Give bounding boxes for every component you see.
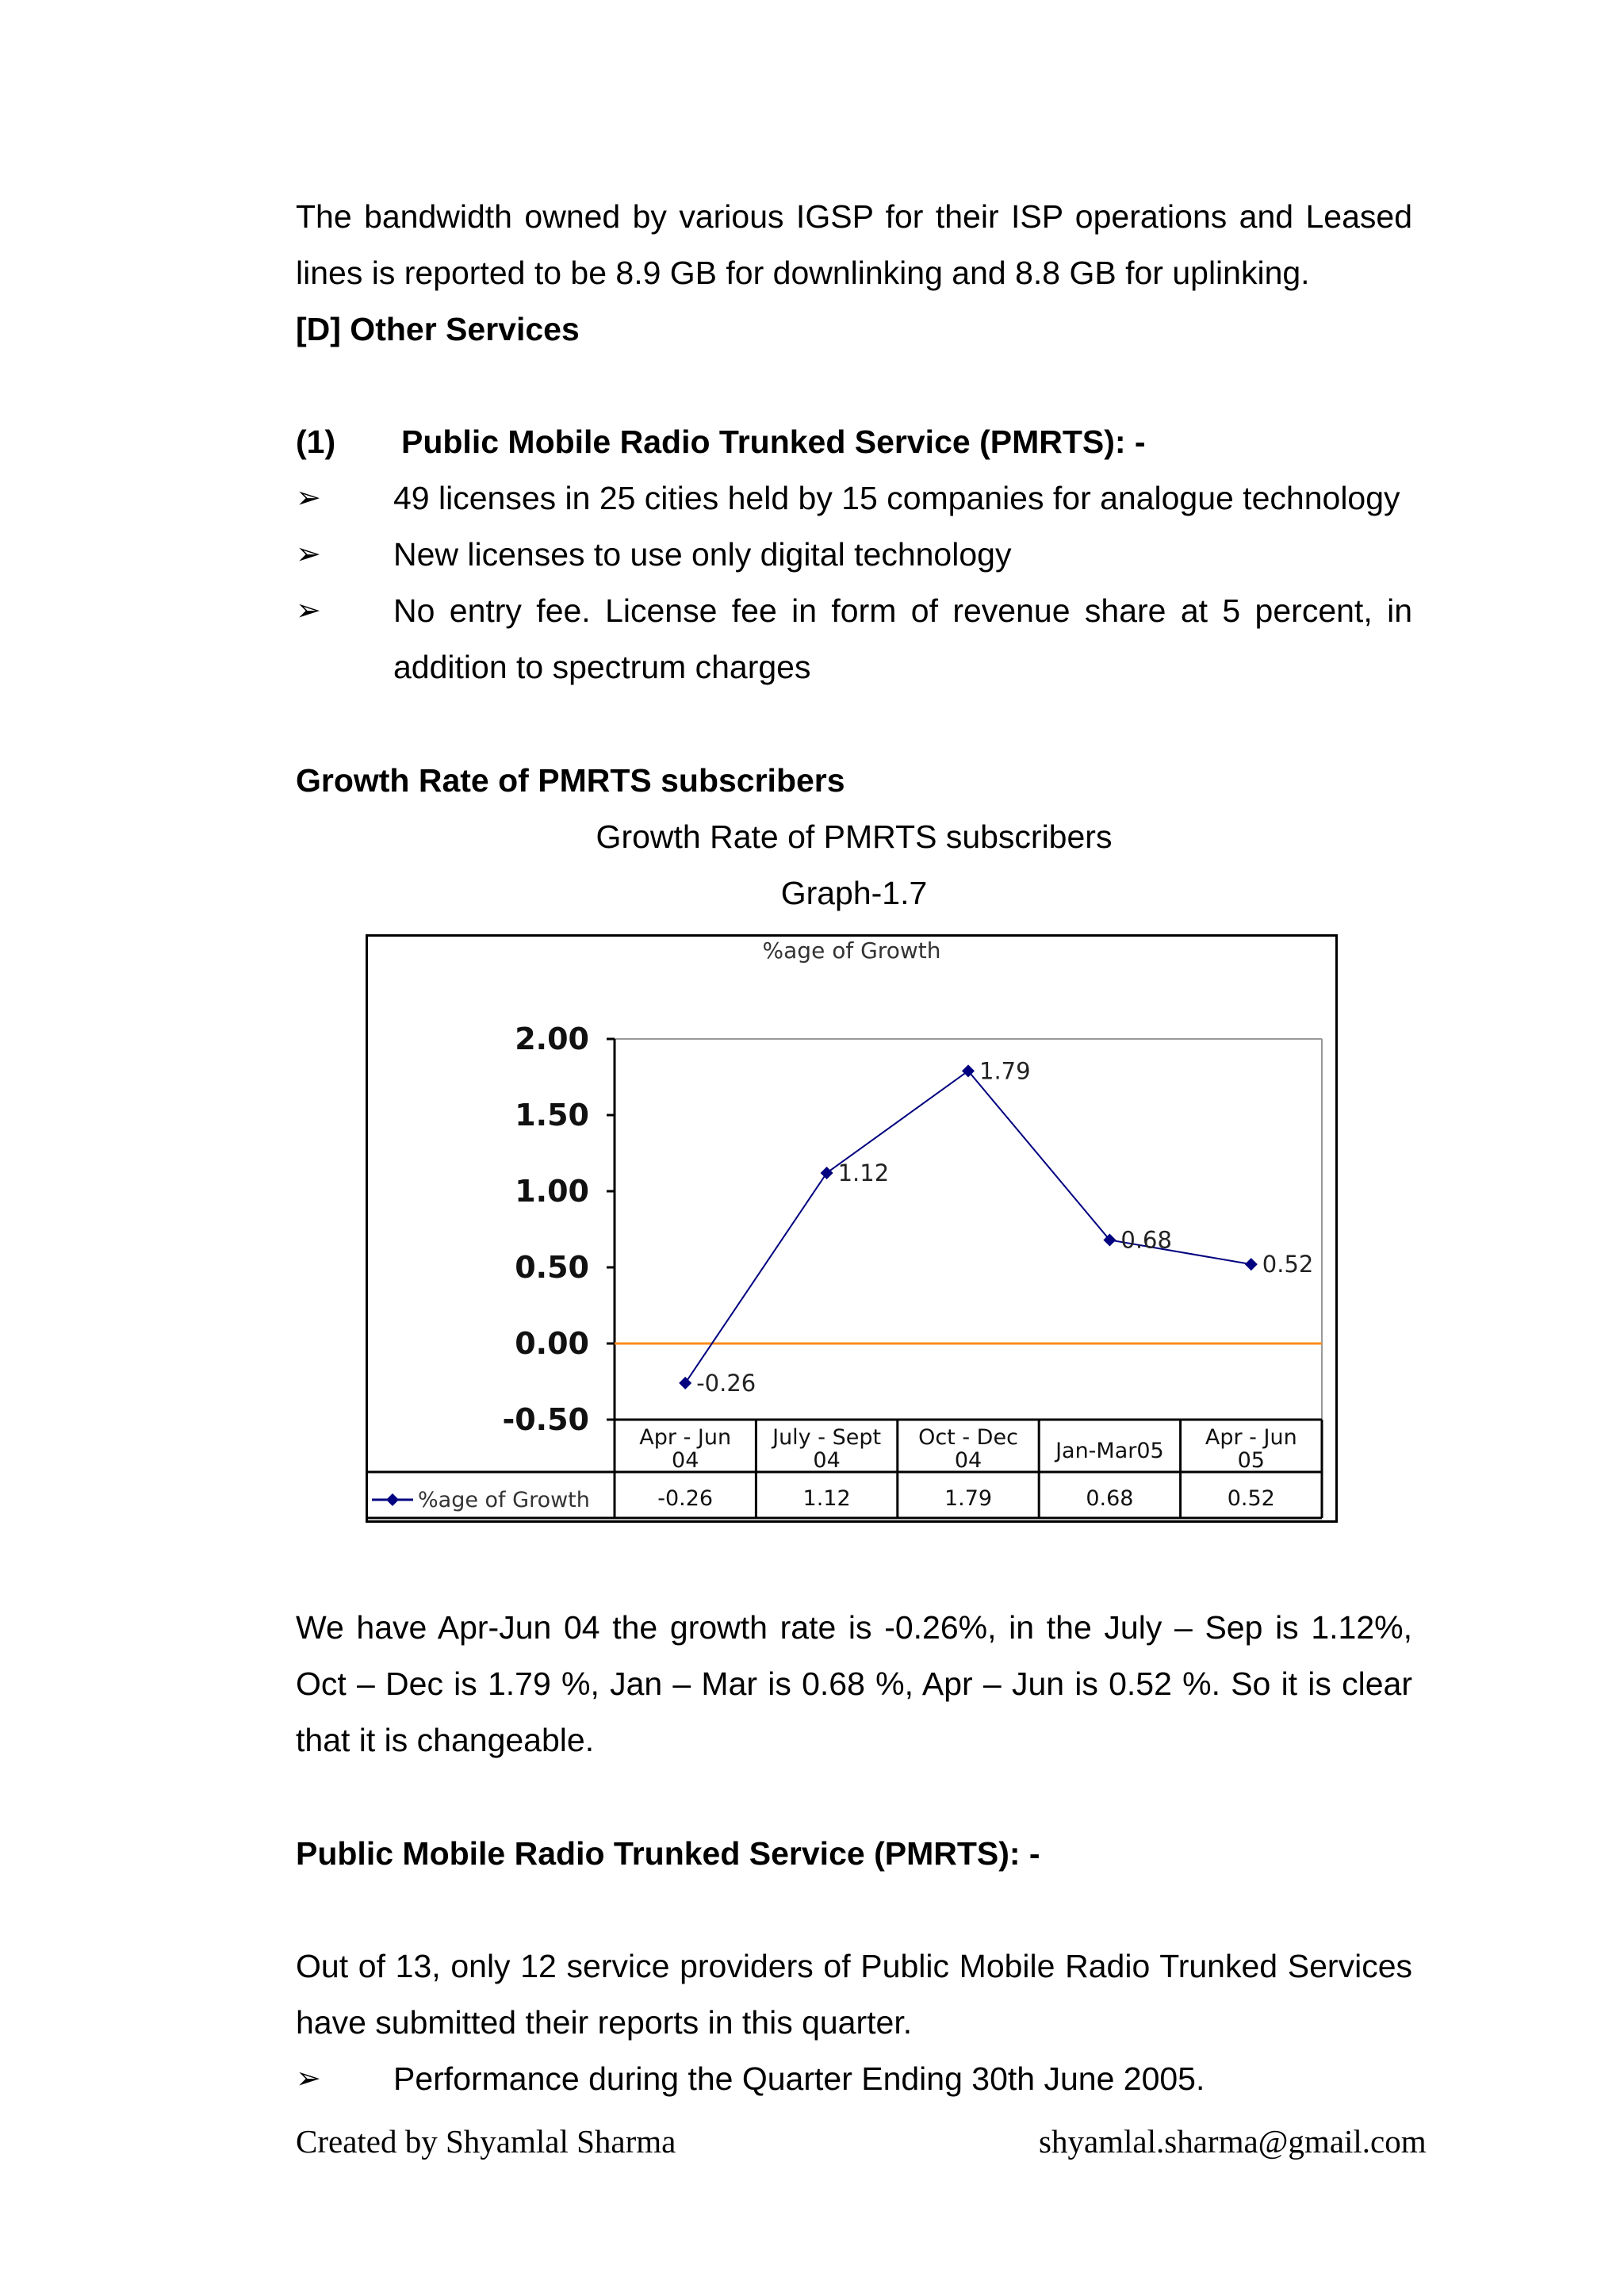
- bullet-arrow-icon: ➢: [296, 594, 321, 627]
- table-value: 0.68: [1086, 1486, 1134, 1511]
- bullet-arrow-icon: ➢: [296, 2062, 321, 2095]
- pmrts-number: (1): [296, 424, 336, 460]
- footer-author: Created by Shyamlal Sharma: [296, 2123, 676, 2160]
- intro-line-1: The bandwidth owned by various IGSP for their ISP operations and Leased: [296, 198, 1412, 235]
- data-label: 0.52: [1262, 1251, 1314, 1278]
- x-category-label: July - Sept: [772, 1425, 882, 1450]
- graph-label: Graph-1.7: [780, 875, 928, 911]
- growth-chart: [366, 934, 1338, 1523]
- x-category-label: Apr - Jun: [639, 1425, 732, 1450]
- growth-heading: Growth Rate of PMRTS subscribers: [296, 762, 845, 799]
- analysis-line-1: We have Apr-Jun 04 the growth rate is -0.26%, in the July – Sep is 1.12%,: [296, 1609, 1412, 1646]
- y-tick-label: 0.00: [515, 1326, 589, 1361]
- table-value: 1.79: [944, 1486, 993, 1511]
- table-value: -0.26: [657, 1486, 714, 1511]
- x-category-label: Apr - Jun: [1205, 1425, 1297, 1450]
- data-label: -0.26: [696, 1369, 756, 1397]
- x-category-label: Oct - Dec: [918, 1425, 1018, 1450]
- growth-caption: Growth Rate of PMRTS subscribers: [596, 818, 1113, 855]
- table-value: 1.12: [802, 1486, 851, 1511]
- data-label: 1.12: [837, 1159, 890, 1186]
- y-tick-label: 1.00: [515, 1174, 589, 1209]
- pmrts2-line-2: have submitted their reports in this quarter.: [296, 2004, 913, 2041]
- x-category-label: 05: [1237, 1448, 1265, 1473]
- table-value: 0.52: [1227, 1486, 1275, 1511]
- pmrts2-bullet: Performance during the Quarter Ending 30th June 2005.: [393, 2060, 1205, 2097]
- pmrts-heading: Public Mobile Radio Trunked Service (PMRTS): -: [401, 424, 1146, 460]
- pmrts2-heading: Public Mobile Radio Trunked Service (PMRTS): -: [296, 1835, 1040, 1872]
- intro-line-2: lines is reported to be 8.9 GB for downlinking and 8.8 GB for uplinking.: [296, 255, 1310, 291]
- data-label: 0.68: [1120, 1226, 1172, 1254]
- pmrts-bullet-1: 49 licenses in 25 cities held by 15 companies for analogue technology: [393, 480, 1400, 516]
- bullet-arrow-icon: ➢: [296, 538, 321, 571]
- data-label: 1.79: [979, 1057, 1031, 1085]
- footer-email: shyamlal.sharma@gmail.com: [1039, 2123, 1427, 2160]
- pmrts-bullet-2: New licenses to use only digital technology: [393, 536, 1012, 573]
- x-category-label: Jan-Mar05: [1055, 1439, 1164, 1463]
- analysis-line-2: Oct – Dec is 1.79 %, Jan – Mar is 0.68 %, Apr – Jun is 0.52 %. So it is clear: [296, 1665, 1412, 1702]
- pmrts-bullet-3-cont: addition to spectrum charges: [393, 649, 811, 685]
- section-d-heading: [D] Other Services: [296, 311, 580, 347]
- pmrts-bullet-3: No entry fee. License fee in form of revenue share at 5 percent, in: [393, 592, 1412, 629]
- x-category-label: 04: [954, 1448, 982, 1473]
- legend-label: %age of Growth: [418, 1488, 590, 1512]
- y-tick-label: -0.50: [502, 1402, 589, 1437]
- chart-title: %age of Growth: [762, 937, 941, 964]
- y-tick-label: 1.50: [515, 1098, 589, 1133]
- x-category-label: 04: [813, 1448, 841, 1473]
- x-category-label: 04: [672, 1448, 699, 1473]
- y-tick-label: 0.50: [515, 1250, 589, 1285]
- analysis-line-3: that it is changeable.: [296, 1722, 595, 1758]
- y-tick-label: 2.00: [515, 1022, 589, 1056]
- bullet-arrow-icon: ➢: [296, 481, 321, 515]
- pmrts2-line-1: Out of 13, only 12 service providers of Public Mobile Radio Trunked Services: [296, 1948, 1412, 1984]
